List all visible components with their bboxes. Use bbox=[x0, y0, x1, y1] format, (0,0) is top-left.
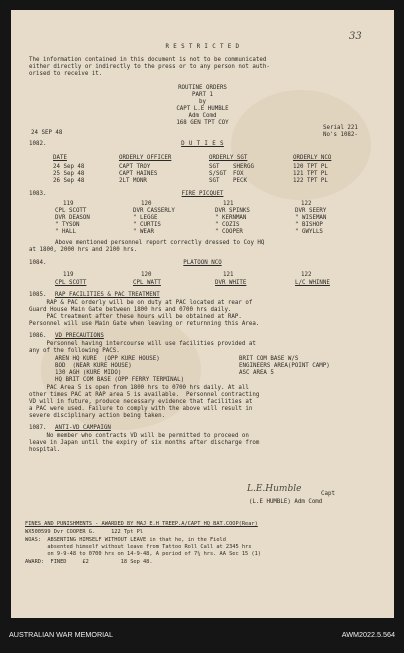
doc-by: by bbox=[199, 99, 206, 105]
body-line: leave in Japan until the expiry of six months after discharge from bbox=[29, 440, 260, 446]
table-cell: SHERGG bbox=[233, 164, 254, 170]
fines-line: on 9-9-48 to 0700 hrs on 14-9-48, A period of 7¼ hrs. AA Sec 15 (1) bbox=[25, 551, 261, 557]
fines-line: absented himself without leave from Tattoo Roll Call at 2345 hrs bbox=[25, 544, 252, 550]
table-cell: " LEGGE bbox=[133, 215, 158, 221]
column-header: 121 bbox=[223, 272, 234, 278]
table-cell: SGT bbox=[209, 178, 220, 184]
body-line: Personnel will use Main Gate when leaving or returnning this Area. bbox=[29, 321, 260, 327]
body-line: Guard House Main Gate between 1800 hrs and 0700 hrs daily. bbox=[29, 307, 232, 313]
pac-location: ENGINEERS AREA(POINT CAMP) bbox=[239, 363, 330, 369]
column-header: 121 bbox=[223, 201, 234, 207]
table-cell: 120 TPT PL bbox=[293, 164, 328, 170]
table-cell: 25 Sep 48 bbox=[53, 171, 85, 177]
column-header: DATE bbox=[53, 155, 67, 161]
table-cell: 26 Sep 48 bbox=[53, 178, 85, 184]
body-line: severe disciplinary action being taken. bbox=[29, 413, 166, 419]
fines-line: WOAS: ABSENTING HIMSELF WITHOUT LEAVE in that he, in the Field bbox=[25, 537, 226, 543]
fines-heading: FINES AND PUNISHMENTS - AWARDED BY MAJ E.H TREEP.A/CAPT HQ BAT.COOP(Rear) bbox=[25, 521, 258, 527]
archive-reference: AWM2022.5.564 bbox=[341, 630, 395, 639]
column-header: ORDERLY SGT bbox=[209, 155, 248, 161]
column-header: 120 bbox=[141, 272, 152, 278]
signature-name: (L.E HUMBLE) Adm Comd bbox=[249, 499, 323, 505]
table-cell: 2LT MONR bbox=[119, 178, 147, 184]
pac-location: HQ BRIT COM BASE (OPP FERRY TERMINAL) bbox=[55, 377, 185, 383]
table-cell: CPL WATT bbox=[133, 280, 161, 286]
classification: R E S T R I C T E D bbox=[165, 44, 240, 50]
doc-title: ROUTINE ORDERS bbox=[178, 85, 227, 91]
section-heading: D U T I E S bbox=[181, 141, 224, 147]
table-cell: SGT bbox=[209, 164, 220, 170]
section-heading: RAP FACILITIES & PAC TREATMENT bbox=[55, 292, 160, 298]
table-cell: " KERNMAN bbox=[215, 215, 247, 221]
body-line: Personnel having intercourse will use facilities provided at bbox=[29, 341, 256, 347]
section-heading: ANTI-VD CAMPAIGN bbox=[55, 425, 111, 431]
warning-line: The information contained in this document is not to be communicated bbox=[29, 57, 267, 63]
body-line: hospital. bbox=[29, 447, 61, 453]
archive-name: AUSTRALIAN WAR MEMORIAL bbox=[9, 630, 113, 639]
pac-location: BOD (NEAR KURE HOUSE) bbox=[55, 363, 132, 369]
fines-line: WX500599 Dvr COOPER G. 122 Tpt Pl bbox=[25, 529, 143, 535]
section-number: 1084. bbox=[29, 260, 47, 266]
pac-location: AREN HQ KURE (OPP KURE HOUSE) bbox=[55, 356, 160, 362]
section-number: 1085. bbox=[29, 292, 47, 298]
table-cell: " COZIS bbox=[215, 222, 240, 228]
pac-location: BRIT COM BASE W/S bbox=[239, 356, 299, 362]
body-line: No member who contracts VD will be permitted to proceed on bbox=[29, 433, 249, 439]
table-cell: " TYSON bbox=[55, 222, 80, 228]
body-line: other times PAC at RAP area 5 is available. Personnel contracting bbox=[29, 392, 260, 398]
section-number: 1083. bbox=[29, 191, 47, 197]
section-heading: PLATOON NCO bbox=[183, 260, 222, 266]
table-cell: 121 TPT PL bbox=[293, 171, 328, 177]
column-header: 122 bbox=[301, 201, 312, 207]
handwritten-number: 33 bbox=[349, 31, 362, 42]
section-heading: FIRE PICQUET bbox=[181, 191, 224, 197]
table-cell: DVR DEASON bbox=[55, 215, 90, 221]
body-line: RAP & PAC orderly will be on duty at PAC located at rear of bbox=[29, 300, 253, 306]
order-numbers: No's 1082- bbox=[323, 132, 358, 138]
table-cell: PECK bbox=[233, 178, 247, 184]
column-header: ORDERLY NCO bbox=[293, 155, 332, 161]
table-cell: " WISEMAN bbox=[295, 215, 327, 221]
table-cell: FOX bbox=[233, 171, 244, 177]
doc-part: PART 1 bbox=[192, 92, 213, 98]
section-heading: VD PRECAUTIONS bbox=[55, 333, 104, 339]
table-cell: DVR WHITE bbox=[215, 280, 247, 286]
warning-line: either directly or indirectly to the press or to any person not auth- bbox=[29, 64, 270, 70]
table-cell: " BISHOP bbox=[295, 222, 323, 228]
body-line: Above mentioned personnel report correctly dressed to Coy HQ bbox=[55, 240, 265, 246]
column-header: 119 bbox=[63, 272, 74, 278]
table-cell: L/C WHINNE bbox=[295, 280, 330, 286]
table-cell: CPL SCOTT bbox=[55, 280, 87, 286]
signature-rank: Capt bbox=[321, 491, 335, 497]
document-page bbox=[11, 10, 394, 618]
body-line: any of the following PACS. bbox=[29, 348, 120, 354]
handwritten-signature: L.E.Humble bbox=[247, 484, 302, 494]
doc-date: 24 SEP 48 bbox=[31, 130, 63, 136]
table-cell: " HALL bbox=[55, 229, 76, 235]
body-line: at 1800, 2000 hrs and 2100 hrs. bbox=[29, 247, 138, 253]
section-number: 1086. bbox=[29, 333, 47, 339]
body-line: VD will in future, produce necessary evidence that facilities at bbox=[29, 399, 253, 405]
table-cell: 24 Sep 48 bbox=[53, 164, 85, 170]
table-cell: CAPT TROY bbox=[119, 164, 151, 170]
table-cell: CPL SCOTT bbox=[55, 208, 87, 214]
table-cell: " GWYLLS bbox=[295, 229, 323, 235]
pac-location: 130 AGH (KURE MIDO) bbox=[55, 370, 122, 376]
column-header: 119 bbox=[63, 201, 74, 207]
body-line: PAC treatment after these hours will be obtained at RAP. bbox=[29, 314, 242, 320]
serial: Serial 221 bbox=[323, 125, 358, 131]
warning-line: orised to receive it. bbox=[29, 71, 103, 77]
table-cell: DVR SPINKS bbox=[215, 208, 250, 214]
doc-unit: 168 GEN TPT COY bbox=[176, 120, 229, 126]
section-number: 1087. bbox=[29, 425, 47, 431]
table-cell: S/SGT bbox=[209, 171, 227, 177]
column-header: 120 bbox=[141, 201, 152, 207]
table-cell: " CURTIS bbox=[133, 222, 161, 228]
column-header: ORDERLY OFFICER bbox=[119, 155, 172, 161]
table-cell: DVR SEERY bbox=[295, 208, 327, 214]
column-header: 122 bbox=[301, 272, 312, 278]
pac-location: ASC AREA 5 bbox=[239, 370, 274, 376]
section-number: 1082. bbox=[29, 141, 47, 147]
body-line: a PAC were used. Failure to comply with the above will result in bbox=[29, 406, 253, 412]
fines-line: AWARD: FINED £2 18 Sep 48. bbox=[25, 559, 153, 565]
archive-footer bbox=[0, 623, 404, 653]
table-cell: " WEAR bbox=[133, 229, 154, 235]
body-line: PAC Area 5 is open from 1800 hrs to 0700 hrs daily. At all bbox=[29, 385, 249, 391]
doc-author-role: Adm Comd bbox=[188, 113, 217, 119]
table-cell: " COOPER bbox=[215, 229, 243, 235]
table-cell: 122 TPT PL bbox=[293, 178, 328, 184]
doc-author: CAPT L.E HUMBLE bbox=[176, 106, 229, 112]
table-cell: CAPT HAINES bbox=[119, 171, 158, 177]
table-cell: DVR CASSERLY bbox=[133, 208, 175, 214]
